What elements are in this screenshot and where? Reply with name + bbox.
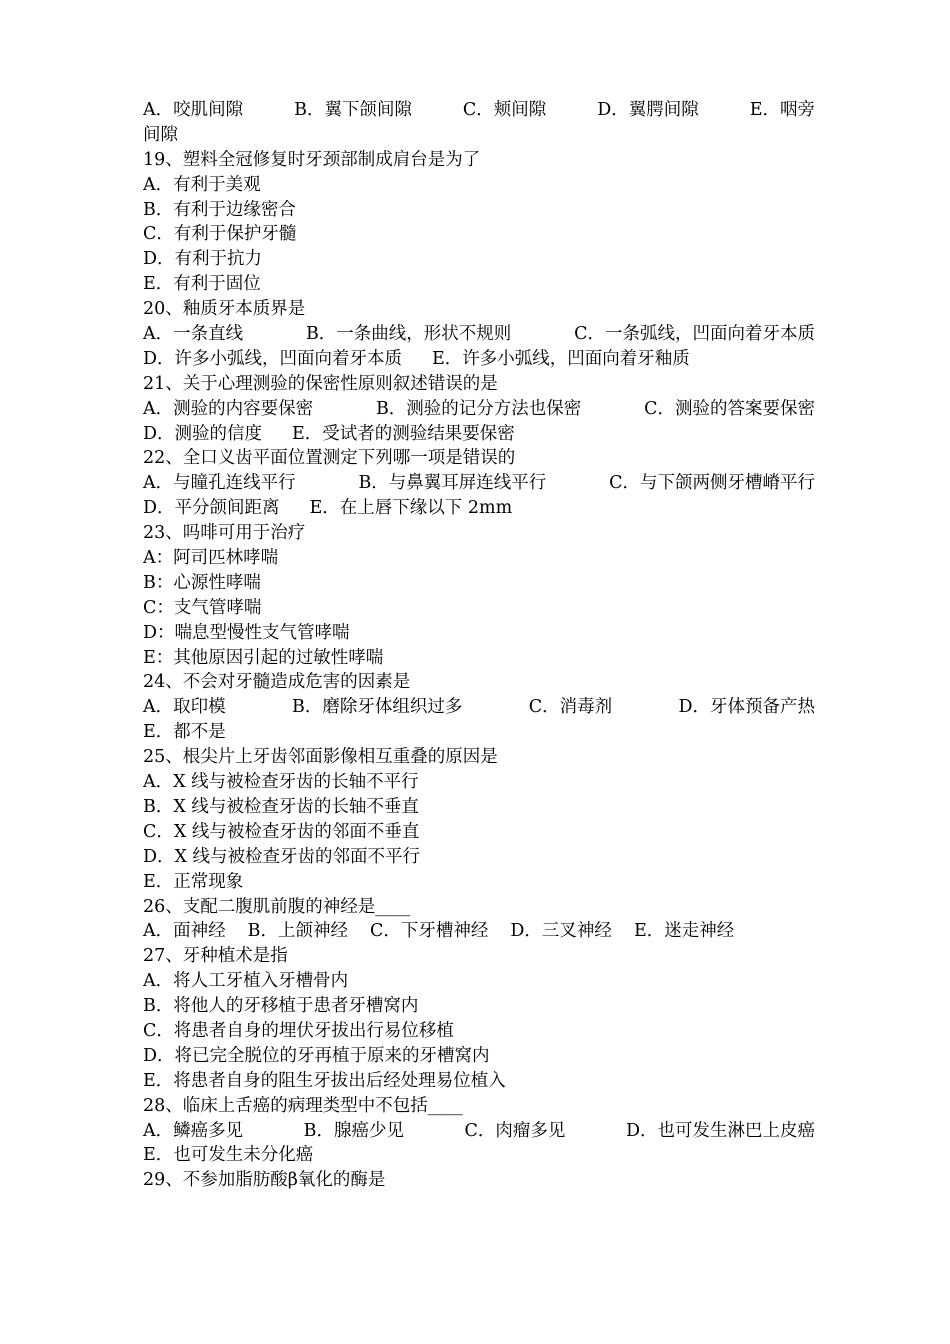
q19-option-b: B．有利于边缘密合 [143,199,296,220]
q18-option-e-continuation: 间隙 [143,124,178,145]
q28-option-a: A．鳞癌多见 [143,1120,244,1141]
q22-question: 22、全口义齿平面位置测定下列哪一项是错误的 [143,448,516,469]
q24-option-b: B．磨除牙体组织过多 [291,697,463,718]
q26-option-c: C．下牙槽神经 [370,921,489,942]
q18-option-a: A．咬肌间隙 [143,100,244,120]
q27-option-a: A．将人工牙植入牙槽骨内 [143,971,349,992]
q24-option-d: D．牙体预备产热 [678,697,815,718]
q28-option-d: D．也可发生淋巴上皮癌 [625,1120,815,1141]
q25-option-d: D．X 线与被检查牙齿的邻面不平行 [143,846,421,867]
q25-question: 25、根尖片上牙齿邻面影像相互重叠的原因是 [143,747,498,768]
q26-option-a: A．面神经 [143,921,226,942]
q18-option-e: E．咽旁 [749,100,815,120]
q21-options-row-1 [143,397,815,422]
q24-option-c: C．消毒剂 [528,697,613,718]
q21-options-row-2 [143,422,815,447]
q19-option-c: C．有利于保护牙髓 [143,224,297,245]
q24-option-a: A．取印模 [143,697,226,718]
q27-option-c: C．将患者自身的埋伏牙拔出行易位移植 [143,1020,454,1041]
q25-option-c: C．X 线与被检查牙齿的邻面不垂直 [143,821,420,842]
q20-option-d: D．许多小弧线，凹面向着牙本质 [143,348,403,369]
q23-option-e: E：其他原因引起的过敏性哮喘 [143,647,384,668]
q20-option-e: E．许多小弧线，凹面向着牙釉质 [432,348,690,369]
q18-option-c: C．颊间隙 [462,100,547,120]
exam-questions [143,98,815,1193]
q25-option-a: A．X 线与被检查牙齿的长轴不平行 [143,772,419,793]
q23-option-b: B：心源性哮喘 [143,572,261,593]
q22-option-e: E．在上唇下缘以下 2mm [309,498,513,519]
q18-option-d: D．翼腭间隙 [597,100,699,120]
q20-option-a: A．一条直线 [143,324,244,345]
q27-option-d: D．将已完全脱位的牙再植于原来的牙槽窝内 [143,1045,490,1066]
q21-option-c: C．测验的答案要保密 [644,398,815,419]
q21-option-d: D．测验的信度 [143,423,263,444]
q24-question: 24、不会对牙髓造成危害的因素是 [143,672,411,693]
q23-option-a: A：阿司匹林哮喘 [143,548,279,569]
q19-option-d: D．有利于抗力 [143,249,263,270]
q22-option-c: C．与下颌两侧牙槽嵴平行 [609,473,815,494]
q19-option-e: E．有利于固位 [143,274,261,295]
q18-option-b: B．翼下颌间隙 [294,100,412,120]
q19-question: 19、塑料全冠修复时牙颈部制成肩台是为了 [143,149,481,170]
q24-option-e: E．都不是 [143,722,226,743]
q20-option-b: B．一条曲线，形状不规则 [305,324,512,345]
q18-options-row [143,98,815,123]
q28-question: 28、临床上舌癌的病理类型中不包括____ [143,1095,463,1116]
q25-option-e: E．正常现象 [143,871,244,892]
q22-options-row-1 [143,471,815,496]
q21-question: 21、关于心理测验的保密性原则叙述错误的是 [143,373,498,394]
q21-option-e: E．受试者的测验结果要保密 [292,423,515,444]
q20-options-row-2 [143,347,815,372]
q27-question: 27、牙种植术是指 [143,946,288,967]
q23-question: 23、吗啡可用于治疗 [143,523,306,544]
q28-option-e: E．也可发生未分化癌 [143,1145,314,1166]
q22-options-row-2 [143,496,815,521]
q28-options-row-1 [143,1119,815,1144]
q28-option-b: B．腺癌少见 [303,1120,405,1141]
q26-question: 26、支配二腹肌前腹的神经是____ [143,896,411,917]
q26-option-e: E．迷走神经 [633,921,735,942]
q20-option-c: C．一条弧线，凹面向着牙本质 [574,324,815,345]
q25-option-b: B．X 线与被检查牙齿的长轴不垂直 [143,796,419,817]
q23-option-d: D：喘息型慢性支气管哮喘 [143,622,350,643]
q22-option-b: B．与鼻翼耳屏连线平行 [358,473,547,494]
q22-option-a: A．与瞳孔连线平行 [143,473,296,494]
q24-options-row-1 [143,695,815,720]
q20-options-row-1 [143,322,815,347]
q26-options-row [143,919,815,944]
q29-question: 29、不参加脂肪酸β氧化的酶是 [143,1170,386,1191]
q19-option-a: A．有利于美观 [143,174,261,195]
q21-option-b: B．测验的记分方法也保密 [375,398,582,419]
q27-option-e: E．将患者自身的阻生牙拔出后经处理易位植入 [143,1070,506,1091]
q22-option-d: D．平分颌间距离 [143,498,280,519]
q28-option-c: C．肉瘤多见 [464,1120,566,1141]
q26-option-d: D．三叉神经 [510,921,612,942]
q26-option-b: B．上颌神经 [247,921,349,942]
q27-option-b: B．将他人的牙移植于患者牙槽窝内 [143,996,419,1017]
q21-option-a: A．测验的内容要保密 [143,398,314,419]
q20-question: 20、釉质牙本质界是 [143,299,306,320]
q23-option-c: C：支气管哮喘 [143,597,262,618]
